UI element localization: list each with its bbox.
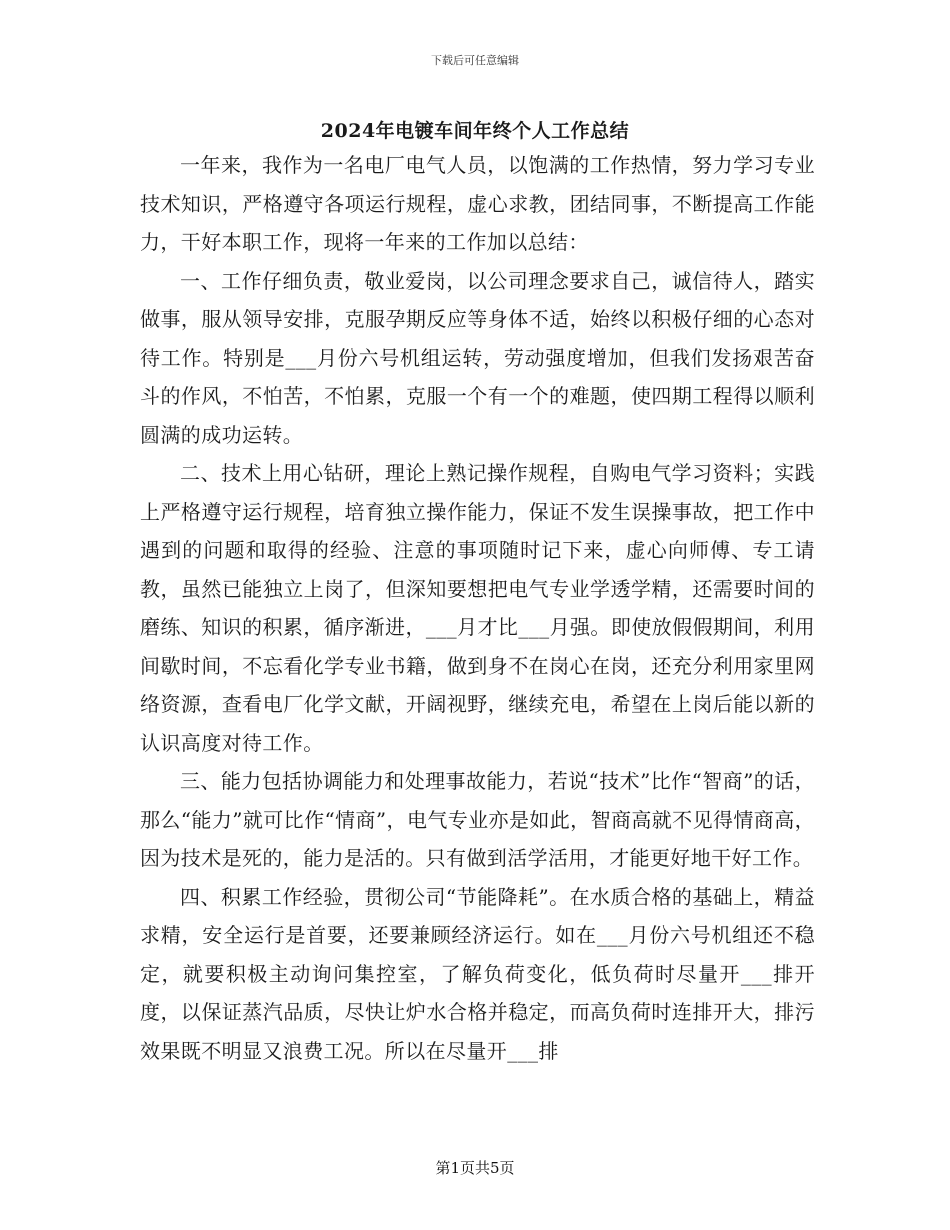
document-title: 2024年电镀车间年终个人工作总结 (320, 120, 630, 142)
paragraph-section-2: 二、技术上用心钻研，理论上熟记操作规程，自购电气学习资料；实践上严格遵守运行规程，培育独立操作能力，保证不发生误操事故，把工作中遇到的问题和取得的经验、注意的事项随时记下来，虚心向师傅、专工请教，虽然已能独立上岗了，但深知要想把电气专业学透学精，还需要时间的磨练、知识的积累，循序渐进，___月才比___月强。即使放假假期间，利用间歇时间，不忘看化学专业书籍，做到身不在岗心在岗，还充分利用家里网络资源，查看电厂化学文献，开阔视野，继续充电，希望在上岗后能以新的认识高度对待工作。 (140, 461, 815, 755)
paragraph-intro: 一年来，我作为一名电厂电气人员，以饱满的工作热情，努力学习专业技术知识，严格遵守各项运行规程，虚心求教，团结同事，不断提高工作能力，干好本职工作，现将一年来的工作加以总结： (140, 153, 815, 254)
page-number: 第1页共5页 (435, 1159, 515, 1177)
paragraph-section-4: 四、积累工作经验，贯彻公司“节能降耗”。在水质合格的基础上，精益求精，安全运行是首要，还要兼顾经济运行。如在___月份六号机组还不稳定，就要积极主动询问集控室，了解负荷变化，低负荷时尽量开___排开度，以保证蒸汽品质，尽快让炉水合格并稳定，而高负荷时连排开大，排污效果既不明显又浪费工况。所以在尽量开___排 (140, 884, 815, 1063)
paragraph-section-3: 三、能力包括协调能力和处理事故能力，若说“技术”比作“智商”的话，那么“能力”就可比作“情商”，电气专业亦是如此，智商高就不见得情商高，因为技术是死的，能力是活的。只有做到活学活用，才能更好地干好工作。 (140, 769, 815, 870)
paragraph-section-1: 一、工作仔细负责，敬业爱岗，以公司理念要求自己，诚信待人，踏实做事，服从领导安排，克服孕期反应等身体不适，始终以积极仔细的心态对待工作。特别是___月份六号机组运转，劳动强度增加，但我们发扬艰苦奋斗的作风，不怕苦，不怕累，克服一个有一个的难题，使四期工程得以顺利圆满的成功运转。 (140, 268, 815, 447)
header-note: 下载后可任意编辑 (431, 54, 519, 67)
document-body (140, 146, 815, 1070)
